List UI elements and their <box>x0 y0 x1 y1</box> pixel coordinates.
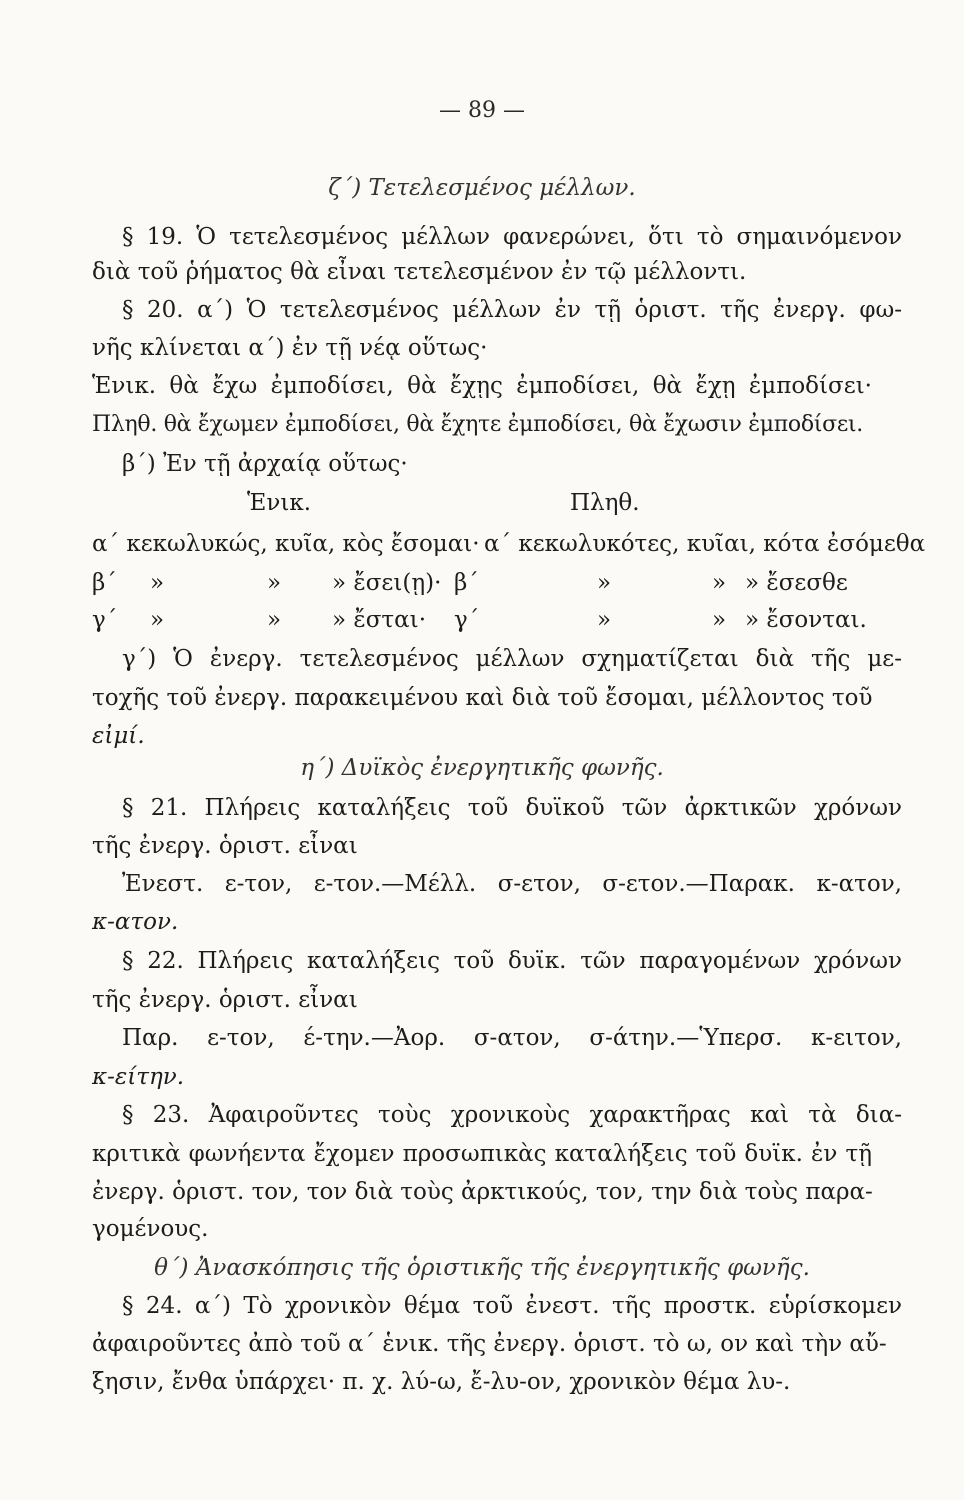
ditto-mark: » <box>597 570 612 596</box>
text-line: ἐνεργ. ὁριστ. τον, τον διὰ τοὺς ἀρκτικούς, τον, την διὰ τοὺς παρα- <box>92 1179 873 1205</box>
person-label: β΄ <box>454 570 479 596</box>
text-line: § 20. α΄) Ὁ τετελεσμένος μέλλων ἐν τῇ ὁριστ. τῆς ἐνεργ. φω- <box>122 297 902 323</box>
ditto-mark: » <box>597 607 612 633</box>
text-line: Πληθ. θὰ ἔχωμεν ἐμποδίσει, θὰ ἔχητε ἐμποδίσει, θὰ ἔχωσιν ἐμποδίσει. <box>92 412 863 437</box>
text-line: Ἐνεστ. ε-τον, ε-τον.—Μέλλ. σ-ετον, σ-ετον.—Παρακ. κ-ατον, <box>122 871 902 897</box>
text-line: § 22. Πλήρεις καταλήξεις τοῦ δυϊκ. τῶν παραγομένων χρόνων <box>122 948 902 974</box>
conjugation-row <box>92 568 872 598</box>
person-label: γ΄ <box>454 607 480 633</box>
ditto-mark: » <box>150 570 165 596</box>
ditto-mark: » <box>712 570 727 596</box>
section-heading-zeta: ζ΄) Τετελεσμένος μέλλων. <box>328 175 636 201</box>
text-line: § 21. Πλήρεις καταλήξεις τοῦ δυϊκοῦ τῶν ἀρκτικῶν χρόνων <box>122 795 902 821</box>
ditto-mark: » <box>267 607 282 633</box>
text-line: κ-ατον. <box>92 909 179 935</box>
section-heading-eta: η΄) Δυϊκὸς ἐνεργητικῆς φωνῆς. <box>300 755 664 781</box>
ditto-mark: » <box>712 607 727 633</box>
text-line: § 24. α΄) Τὸ χρονικὸν θέμα τοῦ ἐνεστ. τῆς προστκ. εὑρίσκομεν <box>122 1293 902 1319</box>
singular-form: » ἔσει(ῃ)· <box>332 570 442 596</box>
page-number: — 89 — <box>439 98 525 123</box>
text-line: § 19. Ὁ τετελεσμένος μέλλων φανερώνει, ὅτι τὸ σημαινόμενον <box>122 224 902 250</box>
ditto-mark: » <box>150 607 165 633</box>
text-line: τῆς ἐνεργ. ὁριστ. εἶναι <box>92 987 358 1013</box>
person-label: γ΄ <box>92 607 118 633</box>
conjugation-row <box>92 529 926 559</box>
text-line: γ΄) Ὁ ἐνεργ. τετελεσμένος μέλλων σχηματίζεται διὰ τῆς με- <box>122 646 902 672</box>
singular-form: α΄ κεκωλυκώς, κυῖα, κὸς ἔσομαι· <box>92 531 480 557</box>
plural-form: » ἔσεσθε <box>745 570 848 596</box>
text-line: διὰ τοῦ ῥήματος θὰ εἶναι τετελεσμένον ἐν τῷ μέλλοντι. <box>92 259 747 285</box>
text-line: νῆς κλίνεται α΄) ἐν τῇ νέᾳ οὕτως· <box>92 335 488 361</box>
singular-heading: Ἑνικ. <box>247 490 312 516</box>
text-line: β΄) Ἐν τῇ ἀρχαίᾳ οὕτως· <box>122 451 408 477</box>
person-label: β΄ <box>92 570 117 596</box>
plural-heading: Πληθ. <box>570 490 640 516</box>
conjugation-table-header <box>92 488 872 518</box>
text-line: κ-είτην. <box>92 1064 185 1090</box>
plural-form: » ἔσονται. <box>745 607 867 633</box>
text-line: τοχῆς τοῦ ἐνεργ. παρακειμένου καὶ διὰ τοῦ ἔσομαι, μέλλοντος τοῦ <box>92 685 873 711</box>
text-line: Ἑνικ. θὰ ἔχω ἐμποδίσει, θὰ ἔχῃς ἐμποδίσει, θὰ ἔχῃ ἐμποδίσει· <box>92 373 872 399</box>
text-line: εἰμί. <box>92 723 145 749</box>
text-line: ἀφαιροῦντες ἀπὸ τοῦ α΄ ἑνικ. τῆς ἐνεργ. ὁριστ. τὸ ω, ον καὶ τὴν αὔ- <box>92 1331 887 1357</box>
text-line: γομένους. <box>92 1216 209 1242</box>
text-line: § 23. Ἀφαιροῦντες τοὺς χρονικοὺς χαρακτῆρας καὶ τὰ δια- <box>122 1102 902 1128</box>
text-line: ξησιν, ἔνθα ὑπάρχει· π. χ. λύ-ω, ἔ-λυ-ον, χρονικὸν θέμα λυ-. <box>92 1369 791 1395</box>
section-heading-theta: θ΄) Ἀνασκόπησις τῆς ὁριστικῆς τῆς ἐνεργητικῆς φωνῆς. <box>154 1255 810 1281</box>
plural-form: α΄ κεκωλυκότες, κυῖαι, κότα ἐσόμεθα <box>484 531 926 557</box>
ditto-mark: » <box>267 570 282 596</box>
text-line: Παρ. ε-τον, έ-την.—Ἀορ. σ-ατον, σ-άτην.—Ὑπερσ. κ-ειτον, <box>122 1025 902 1051</box>
text-line: τῆς ἐνεργ. ὁριστ. εἶναι <box>92 833 358 859</box>
conjugation-row <box>92 605 872 635</box>
singular-form: » ἔσται· <box>332 607 427 633</box>
text-line: κριτικὰ φωνήεντα ἔχομεν προσωπικὰς καταλήξεις τοῦ δυϊκ. ἐν τῇ <box>92 1141 872 1167</box>
